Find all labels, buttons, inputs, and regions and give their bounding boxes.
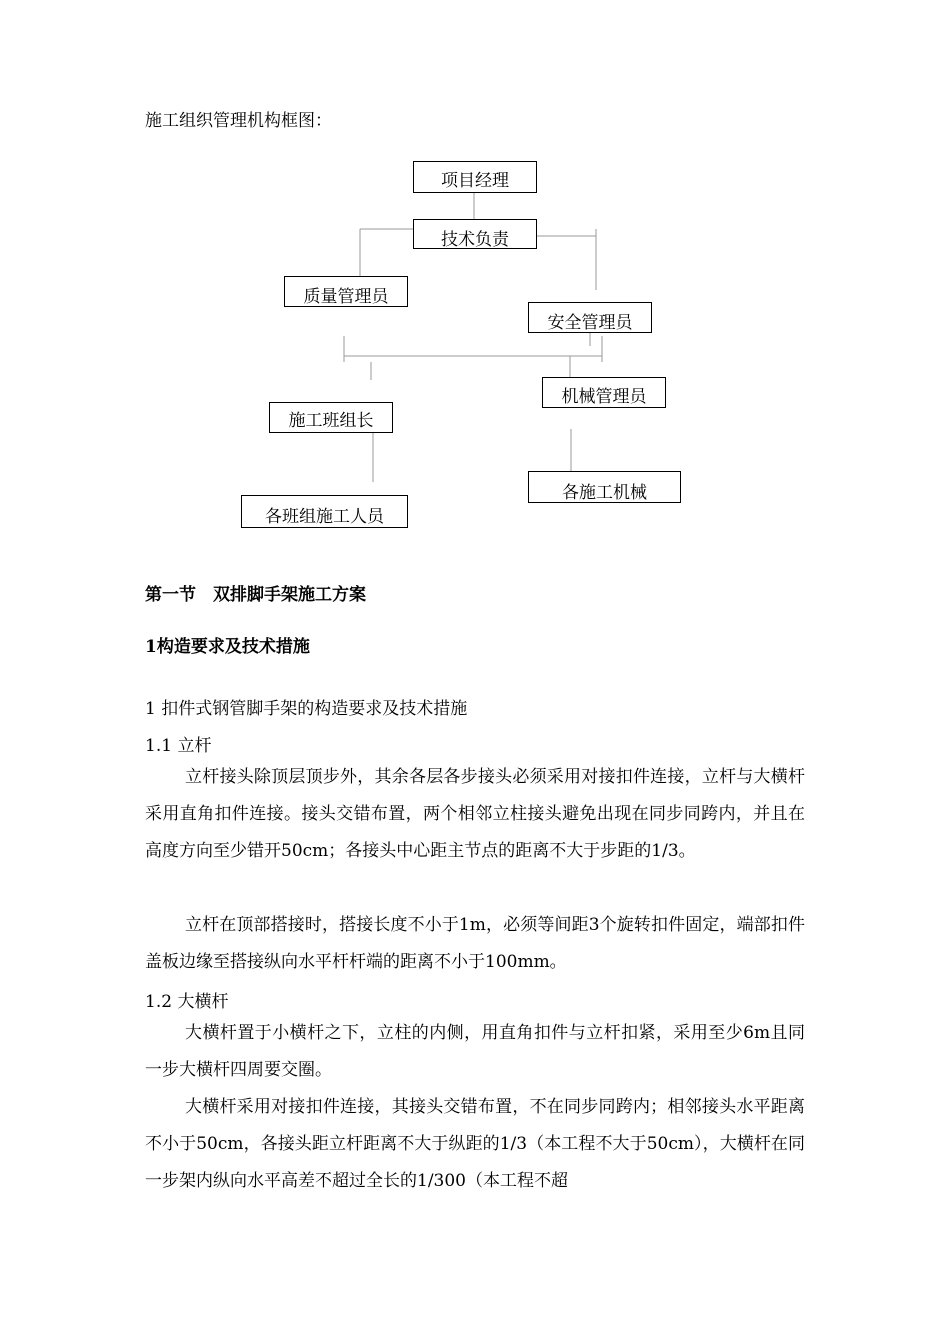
org-label-team-leader: 施工班组长	[288, 411, 374, 431]
org-box-safety-manager	[528, 302, 652, 333]
org-chart-caption: 施工组织管理机构框图：	[145, 111, 332, 131]
section-heading: 第一节 双排脚手架施工方案	[145, 585, 366, 605]
org-label-safety-manager: 安全管理员	[547, 313, 633, 333]
org-box-machine-manager	[542, 377, 666, 408]
paragraph-ledger-placement: 大横杆置于小横杆之下，立柱的内侧，用直角扣件与立杆扣紧，采用至少6m且同一步大横杆四周要交圈。	[145, 1023, 805, 1080]
org-box-machinery	[528, 471, 681, 503]
org-label-machinery: 各施工机械	[562, 483, 647, 503]
item-heading-1-1: 1.1 立杆	[145, 736, 212, 756]
org-box-project-manager	[413, 161, 537, 193]
org-label-tech-lead: 技术负责	[441, 230, 509, 250]
org-label-quality-manager: 质量管理员	[303, 287, 389, 307]
org-label-machine-manager: 机械管理员	[561, 387, 647, 407]
subsection-heading: 1构造要求及技术措施	[145, 637, 310, 657]
org-chart-connectors	[0, 0, 950, 560]
org-label-project-manager: 项目经理	[441, 171, 509, 191]
org-label-workers: 各班组施工人员	[265, 507, 384, 527]
paragraph-vertical-pole-top-lap: 立杆在顶部搭接时，搭接长度不小于1m，必须等间距3个旋转扣件固定，端部扣件盖板边缘至搭接纵向水平杆杆端的距离不小于100mm。	[145, 915, 805, 972]
paragraph-ledger-joints: 大横杆采用对接扣件连接，其接头交错布置，不在同步同跨内；相邻接头水平距离不小于50cm，各接头距立杆距离不大于纵距的1/3（本工程不大于50cm），大横杆在同一步架内纵向水平高差不超过全长的1/300（本工程不超	[145, 1097, 805, 1191]
paragraph-vertical-pole-joints: 立杆接头除顶层顶步外，其余各层各步接头必须采用对接扣件连接，立杆与大横杆采用直角扣件连接。接头交错布置，两个相邻立柱接头避免出现在同步同跨内，并且在高度方向至少错开50cm；各接头中心距主节点的距离不大于步距的1/3。	[145, 767, 805, 861]
org-box-team-leader	[269, 402, 393, 433]
org-box-workers	[241, 495, 408, 528]
item-heading-1: 1 扣件式钢管脚手架的构造要求及技术措施	[145, 699, 468, 719]
org-box-tech-lead	[413, 219, 537, 249]
item-heading-1-2: 1.2 大横杆	[145, 992, 229, 1012]
org-box-quality-manager	[284, 276, 408, 307]
